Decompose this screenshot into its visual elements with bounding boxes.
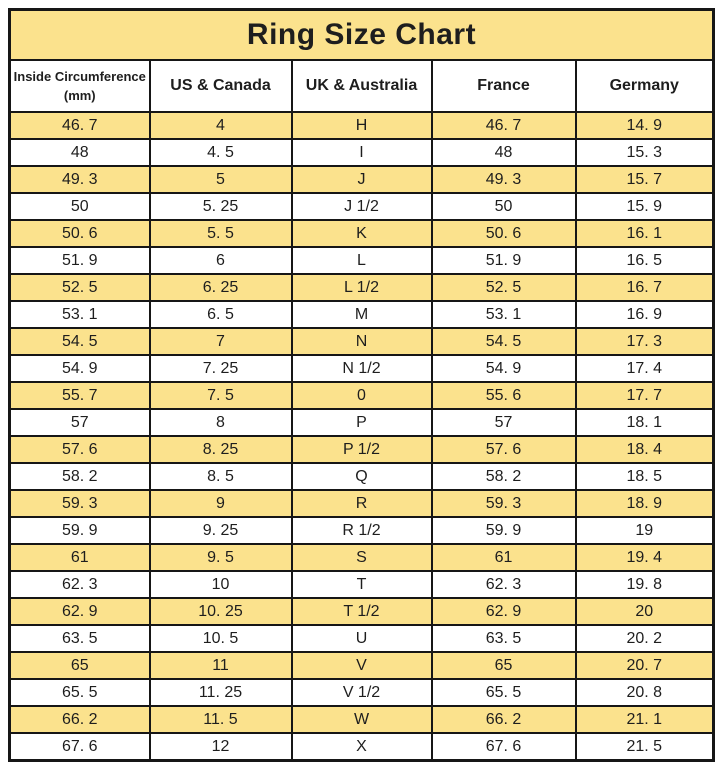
column-header-circumference-line1: Inside Circumference xyxy=(13,68,146,84)
table-row xyxy=(10,625,714,652)
cell: 46. 7 xyxy=(10,112,150,139)
cell: P 1/2 xyxy=(292,436,432,463)
cell: 16. 1 xyxy=(576,220,714,247)
cell: 15. 3 xyxy=(576,139,714,166)
cell: 17. 7 xyxy=(576,382,714,409)
cell: 52. 5 xyxy=(10,274,150,301)
cell: 17. 3 xyxy=(576,328,714,355)
chart-title: Ring Size Chart xyxy=(10,10,714,61)
cell: 51. 9 xyxy=(432,247,576,274)
table-row xyxy=(10,112,714,139)
cell: 5. 5 xyxy=(150,220,292,247)
cell: 50 xyxy=(432,193,576,220)
cell: 21. 5 xyxy=(576,733,714,761)
cell: T xyxy=(292,571,432,598)
cell: H xyxy=(292,112,432,139)
cell: 66. 2 xyxy=(432,706,576,733)
cell: 59. 3 xyxy=(10,490,150,517)
cell: 57 xyxy=(10,409,150,436)
cell: 8. 5 xyxy=(150,463,292,490)
cell: 11. 5 xyxy=(150,706,292,733)
cell: 49. 3 xyxy=(10,166,150,193)
column-header-circumference-line2: (mm) xyxy=(63,88,96,103)
cell: 48 xyxy=(432,139,576,166)
cell: 65. 5 xyxy=(10,679,150,706)
cell: 8 xyxy=(150,409,292,436)
cell: 0 xyxy=(292,382,432,409)
cell: 16. 5 xyxy=(576,247,714,274)
cell: 66. 2 xyxy=(10,706,150,733)
cell: 49. 3 xyxy=(432,166,576,193)
cell: 61 xyxy=(432,544,576,571)
cell: 50. 6 xyxy=(10,220,150,247)
cell: 10. 5 xyxy=(150,625,292,652)
table-row xyxy=(10,382,714,409)
cell: 19 xyxy=(576,517,714,544)
cell: X xyxy=(292,733,432,761)
cell: 59. 9 xyxy=(432,517,576,544)
cell: 57. 6 xyxy=(432,436,576,463)
cell: 8. 25 xyxy=(150,436,292,463)
cell: N xyxy=(292,328,432,355)
cell: 59. 3 xyxy=(432,490,576,517)
cell: 46. 7 xyxy=(432,112,576,139)
cell: T 1/2 xyxy=(292,598,432,625)
title-row xyxy=(10,10,714,61)
table-row xyxy=(10,301,714,328)
cell: 9. 5 xyxy=(150,544,292,571)
cell: 6. 5 xyxy=(150,301,292,328)
cell: 65 xyxy=(10,652,150,679)
cell: 54. 5 xyxy=(432,328,576,355)
table-row xyxy=(10,733,714,761)
table-row xyxy=(10,193,714,220)
cell: 20. 7 xyxy=(576,652,714,679)
cell: 12 xyxy=(150,733,292,761)
table-row xyxy=(10,328,714,355)
cell: 19. 8 xyxy=(576,571,714,598)
cell: I xyxy=(292,139,432,166)
table-row xyxy=(10,247,714,274)
cell: 58. 2 xyxy=(10,463,150,490)
cell: 63. 5 xyxy=(432,625,576,652)
cell: 54. 5 xyxy=(10,328,150,355)
cell: 19. 4 xyxy=(576,544,714,571)
cell: 62. 3 xyxy=(10,571,150,598)
cell: 10 xyxy=(150,571,292,598)
cell: 65 xyxy=(432,652,576,679)
cell: 61 xyxy=(10,544,150,571)
cell: 67. 6 xyxy=(10,733,150,761)
cell: 58. 2 xyxy=(432,463,576,490)
cell: L xyxy=(292,247,432,274)
table-row xyxy=(10,220,714,247)
table-row xyxy=(10,409,714,436)
cell: 65. 5 xyxy=(432,679,576,706)
cell: 7 xyxy=(150,328,292,355)
cell: 50 xyxy=(10,193,150,220)
cell: R 1/2 xyxy=(292,517,432,544)
cell: 18. 4 xyxy=(576,436,714,463)
cell: 10. 25 xyxy=(150,598,292,625)
cell: 11 xyxy=(150,652,292,679)
cell: 67. 6 xyxy=(432,733,576,761)
cell: 52. 5 xyxy=(432,274,576,301)
cell: 16. 9 xyxy=(576,301,714,328)
cell: J xyxy=(292,166,432,193)
cell: 5. 25 xyxy=(150,193,292,220)
table-row xyxy=(10,571,714,598)
cell: 57. 6 xyxy=(10,436,150,463)
cell: 4 xyxy=(150,112,292,139)
cell: 15. 7 xyxy=(576,166,714,193)
cell: 6 xyxy=(150,247,292,274)
cell: 20. 8 xyxy=(576,679,714,706)
table-row xyxy=(10,517,714,544)
cell: 21. 1 xyxy=(576,706,714,733)
cell: 48 xyxy=(10,139,150,166)
table-row xyxy=(10,490,714,517)
cell: S xyxy=(292,544,432,571)
cell: 20. 2 xyxy=(576,625,714,652)
cell: 55. 6 xyxy=(432,382,576,409)
cell: 4. 5 xyxy=(150,139,292,166)
cell: V xyxy=(292,652,432,679)
cell: P xyxy=(292,409,432,436)
cell: 53. 1 xyxy=(10,301,150,328)
cell: L 1/2 xyxy=(292,274,432,301)
cell: 7. 5 xyxy=(150,382,292,409)
cell: 16. 7 xyxy=(576,274,714,301)
cell: 59. 9 xyxy=(10,517,150,544)
cell: 11. 25 xyxy=(150,679,292,706)
column-header-uk-australia: UK & Australia xyxy=(292,60,432,112)
cell: 62. 9 xyxy=(10,598,150,625)
cell: 55. 7 xyxy=(10,382,150,409)
cell: 53. 1 xyxy=(432,301,576,328)
cell: V 1/2 xyxy=(292,679,432,706)
cell: 62. 3 xyxy=(432,571,576,598)
table-row xyxy=(10,166,714,193)
table-row xyxy=(10,436,714,463)
cell: N 1/2 xyxy=(292,355,432,382)
cell: 18. 9 xyxy=(576,490,714,517)
column-header-us-canada: US & Canada xyxy=(150,60,292,112)
table-body xyxy=(10,112,714,761)
table-row xyxy=(10,463,714,490)
column-header-inside-circumference xyxy=(10,60,150,112)
cell: 15. 9 xyxy=(576,193,714,220)
cell: 54. 9 xyxy=(10,355,150,382)
table-row xyxy=(10,598,714,625)
cell: 18. 5 xyxy=(576,463,714,490)
column-header-germany: Germany xyxy=(576,60,714,112)
cell: 7. 25 xyxy=(150,355,292,382)
cell: M xyxy=(292,301,432,328)
cell: 17. 4 xyxy=(576,355,714,382)
cell: 6. 25 xyxy=(150,274,292,301)
cell: R xyxy=(292,490,432,517)
cell: 54. 9 xyxy=(432,355,576,382)
table-head xyxy=(10,10,714,113)
cell: J 1/2 xyxy=(292,193,432,220)
header-row xyxy=(10,60,714,112)
column-header-france: France xyxy=(432,60,576,112)
cell: 50. 6 xyxy=(432,220,576,247)
table-row xyxy=(10,355,714,382)
cell: 57 xyxy=(432,409,576,436)
cell: 51. 9 xyxy=(10,247,150,274)
table-row xyxy=(10,274,714,301)
table-row xyxy=(10,679,714,706)
cell: K xyxy=(292,220,432,247)
cell: W xyxy=(292,706,432,733)
table-row xyxy=(10,139,714,166)
ring-size-chart-table xyxy=(8,8,715,762)
cell: 20 xyxy=(576,598,714,625)
cell: 18. 1 xyxy=(576,409,714,436)
cell: 5 xyxy=(150,166,292,193)
cell: 63. 5 xyxy=(10,625,150,652)
cell: 9 xyxy=(150,490,292,517)
table-row xyxy=(10,652,714,679)
cell: Q xyxy=(292,463,432,490)
cell: U xyxy=(292,625,432,652)
cell: 14. 9 xyxy=(576,112,714,139)
cell: 62. 9 xyxy=(432,598,576,625)
cell: 9. 25 xyxy=(150,517,292,544)
table-row xyxy=(10,544,714,571)
